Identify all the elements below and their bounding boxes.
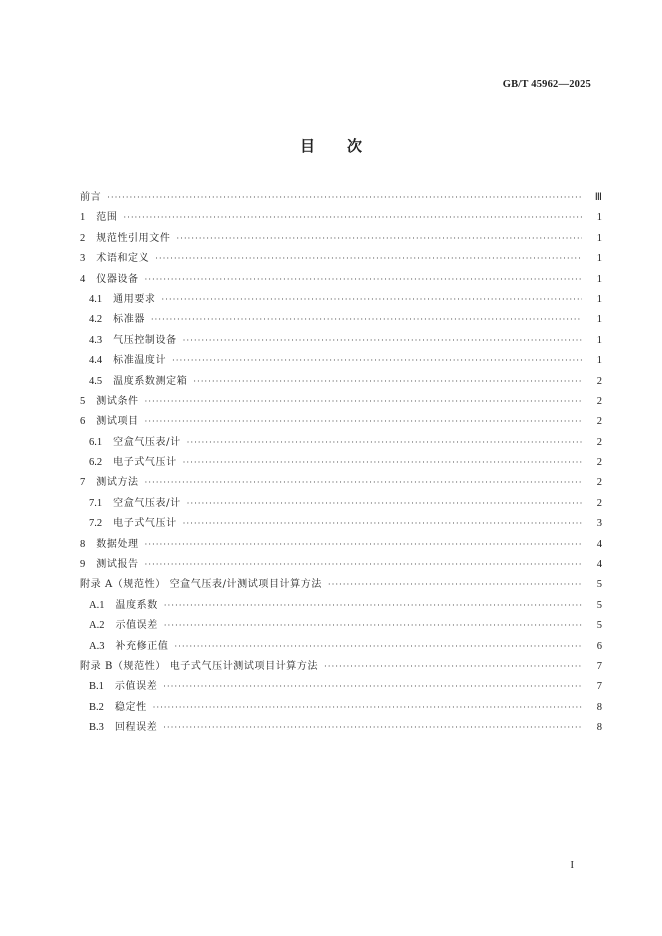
toc-entry-page: 3 [596,518,602,530]
toc-entry-title: 数据处理 [96,538,139,550]
toc-leader-dots [145,478,582,487]
toc-entry-title: 补充修正值 [115,640,169,652]
toc-entry[interactable] [80,188,602,208]
toc-entry-number: 4.5 [89,375,103,387]
toc-leader-dots [193,377,582,386]
toc-entry[interactable] [80,677,602,697]
toc-entry-title: 仪器设备 [96,273,139,285]
toc-entry[interactable] [80,310,602,330]
toc-entry-page: Ⅲ [594,192,602,203]
toc-leader-dots [176,234,582,243]
toc-entry[interactable] [80,616,602,636]
toc-entry-title: 附录 B（规范性） 电子式气压计测试项目计算方法 [80,660,319,672]
toc-entry[interactable] [80,494,602,514]
toc-entry-number: 2 [80,232,86,244]
toc-entry-number: B.1 [89,681,104,693]
toc-entry[interactable] [80,514,602,534]
toc-entry-title: 标准温度计 [113,355,167,367]
toc-entry-page: 2 [596,436,602,448]
toc-entry-number: 4.3 [89,334,103,346]
toc-entry[interactable] [80,208,602,228]
toc-entry-page: 1 [596,314,602,326]
toc-entry-title: 回程误差 [114,722,158,734]
toc-entry-page: 2 [596,395,602,407]
toc-entry-number: 4.1 [89,293,103,305]
toc-entry[interactable] [80,229,602,249]
toc-entry-page: 8 [596,722,602,734]
toc-leader-dots [174,642,582,651]
page-title-char-1: 目 [299,137,315,155]
toc-leader-dots [155,254,582,263]
toc-entry-page: 2 [596,416,602,428]
table-of-contents [80,188,602,739]
toc-entry-title: 前言 [80,192,102,203]
toc-entry[interactable] [80,718,602,738]
toc-entry-page: 1 [596,253,602,265]
toc-entry-page: 2 [596,477,602,489]
toc-entry-number: 5 [80,395,86,407]
toc-entry[interactable] [80,351,602,371]
page-title-char-2: 次 [347,137,363,155]
toc-entry-title: 空盒气压表/计 [113,436,181,448]
toc-entry-title: 示值误差 [115,620,158,632]
toc-entry-page: 7 [596,660,602,672]
toc-entry-page: 2 [596,457,602,469]
toc-entry[interactable] [80,372,602,392]
toc-entry-page: 7 [596,681,602,693]
toc-leader-dots [164,621,582,630]
toc-entry-number: 7 [80,477,86,489]
toc-leader-dots [163,682,582,691]
toc-leader-dots [145,560,582,569]
toc-leader-dots [145,275,582,284]
toc-entry-title: 附录 A（规范性） 空盒气压表/计测试项目计算方法 [80,579,322,591]
toc-entry-page: 4 [596,559,602,571]
toc-entry-page: 2 [596,497,602,509]
toc-entry-number: A.3 [89,640,105,652]
toc-entry-page: 1 [596,293,602,305]
toc-leader-dots [145,417,582,426]
toc-leader-dots [145,397,582,406]
toc-entry-page: 1 [596,334,602,346]
toc-entry-number: 7.2 [89,518,103,530]
toc-leader-dots [187,499,582,508]
toc-entry[interactable] [80,555,602,575]
toc-entry[interactable] [80,453,602,473]
toc-entry[interactable] [80,637,602,657]
toc-entry[interactable] [80,575,602,595]
toc-entry-page: 6 [596,640,602,652]
toc-entry[interactable] [80,412,602,432]
toc-entry-number: A.2 [89,620,105,632]
toc-entry-number: 6.2 [89,457,103,469]
toc-leader-dots [153,703,582,712]
toc-entry-page: 1 [596,355,602,367]
toc-entry[interactable] [80,535,602,555]
toc-entry-page: 1 [596,212,602,224]
toc-entry-page: 5 [596,620,602,632]
toc-entry-title: 气压控制设备 [113,334,177,346]
toc-entry-number: A.1 [89,599,105,611]
toc-entry-number: 7.1 [89,497,103,509]
toc-entry[interactable] [80,270,602,290]
toc-leader-dots [187,438,582,447]
toc-entry-number: 6.1 [89,436,103,448]
toc-leader-dots [172,356,582,365]
toc-entry-title: 稳定性 [114,701,147,713]
toc-entry[interactable] [80,473,602,493]
toc-leader-dots [328,580,582,589]
toc-entry[interactable] [80,249,602,269]
toc-entry[interactable] [80,290,602,310]
toc-entry-number: 6 [80,416,86,428]
toc-entry[interactable] [80,392,602,412]
toc-entry-title: 测试方法 [96,477,139,489]
toc-entry[interactable] [80,331,602,351]
toc-entry-title: 电子式气压计 [113,457,177,469]
toc-leader-dots [164,601,582,610]
toc-entry-number: 4.4 [89,355,103,367]
toc-entry-number: 4 [80,273,86,285]
toc-entry-title: 测试条件 [96,395,139,407]
toc-entry-page: 1 [596,273,602,285]
toc-leader-dots [162,295,582,304]
toc-entry-number: 3 [80,253,86,265]
toc-entry-page: 4 [596,538,602,550]
toc-entry[interactable] [80,433,602,453]
toc-leader-dots [324,662,582,671]
standard-number: GB/T 45962—2025 [502,79,591,90]
toc-leader-dots [183,519,582,528]
toc-entry[interactable] [80,698,602,718]
toc-entry-page: 1 [596,232,602,244]
toc-entry-title: 示值误差 [114,681,158,693]
toc-entry-number: 9 [80,559,86,571]
toc-leader-dots [151,315,582,324]
toc-leader-dots [183,336,582,345]
toc-entry-number: 1 [80,212,86,224]
toc-entry-title: 标准器 [113,314,145,326]
page-number: I [570,860,574,871]
toc-entry-title: 温度系数测定箱 [113,375,188,387]
toc-entry-title: 测试项目 [96,416,139,428]
toc-entry[interactable] [80,657,602,677]
toc-leader-dots [123,213,582,222]
toc-entry-number: 8 [80,538,86,550]
toc-entry-page: 2 [596,375,602,387]
toc-entry-title: 规范性引用文件 [96,232,171,244]
toc-entry[interactable] [80,596,602,616]
toc-entry-number: 4.2 [89,314,103,326]
toc-leader-dots [183,458,582,467]
toc-entry-title: 电子式气压计 [113,518,177,530]
toc-entry-number: B.2 [89,701,104,713]
toc-entry-title: 范围 [96,212,118,224]
toc-entry-title: 空盒气压表/计 [113,497,181,509]
toc-entry-number: B.3 [89,722,104,734]
toc-entry-title: 测试报告 [96,559,139,571]
toc-entry-title: 通用要求 [113,293,156,305]
toc-leader-dots [107,193,582,202]
toc-entry-page: 5 [596,599,602,611]
toc-leader-dots [163,723,582,732]
toc-entry-page: 8 [596,701,602,713]
toc-entry-title: 温度系数 [115,599,158,611]
toc-leader-dots [145,540,582,549]
toc-entry-page: 5 [596,579,602,591]
toc-entry-title: 术语和定义 [96,253,150,265]
page-title [0,135,662,156]
